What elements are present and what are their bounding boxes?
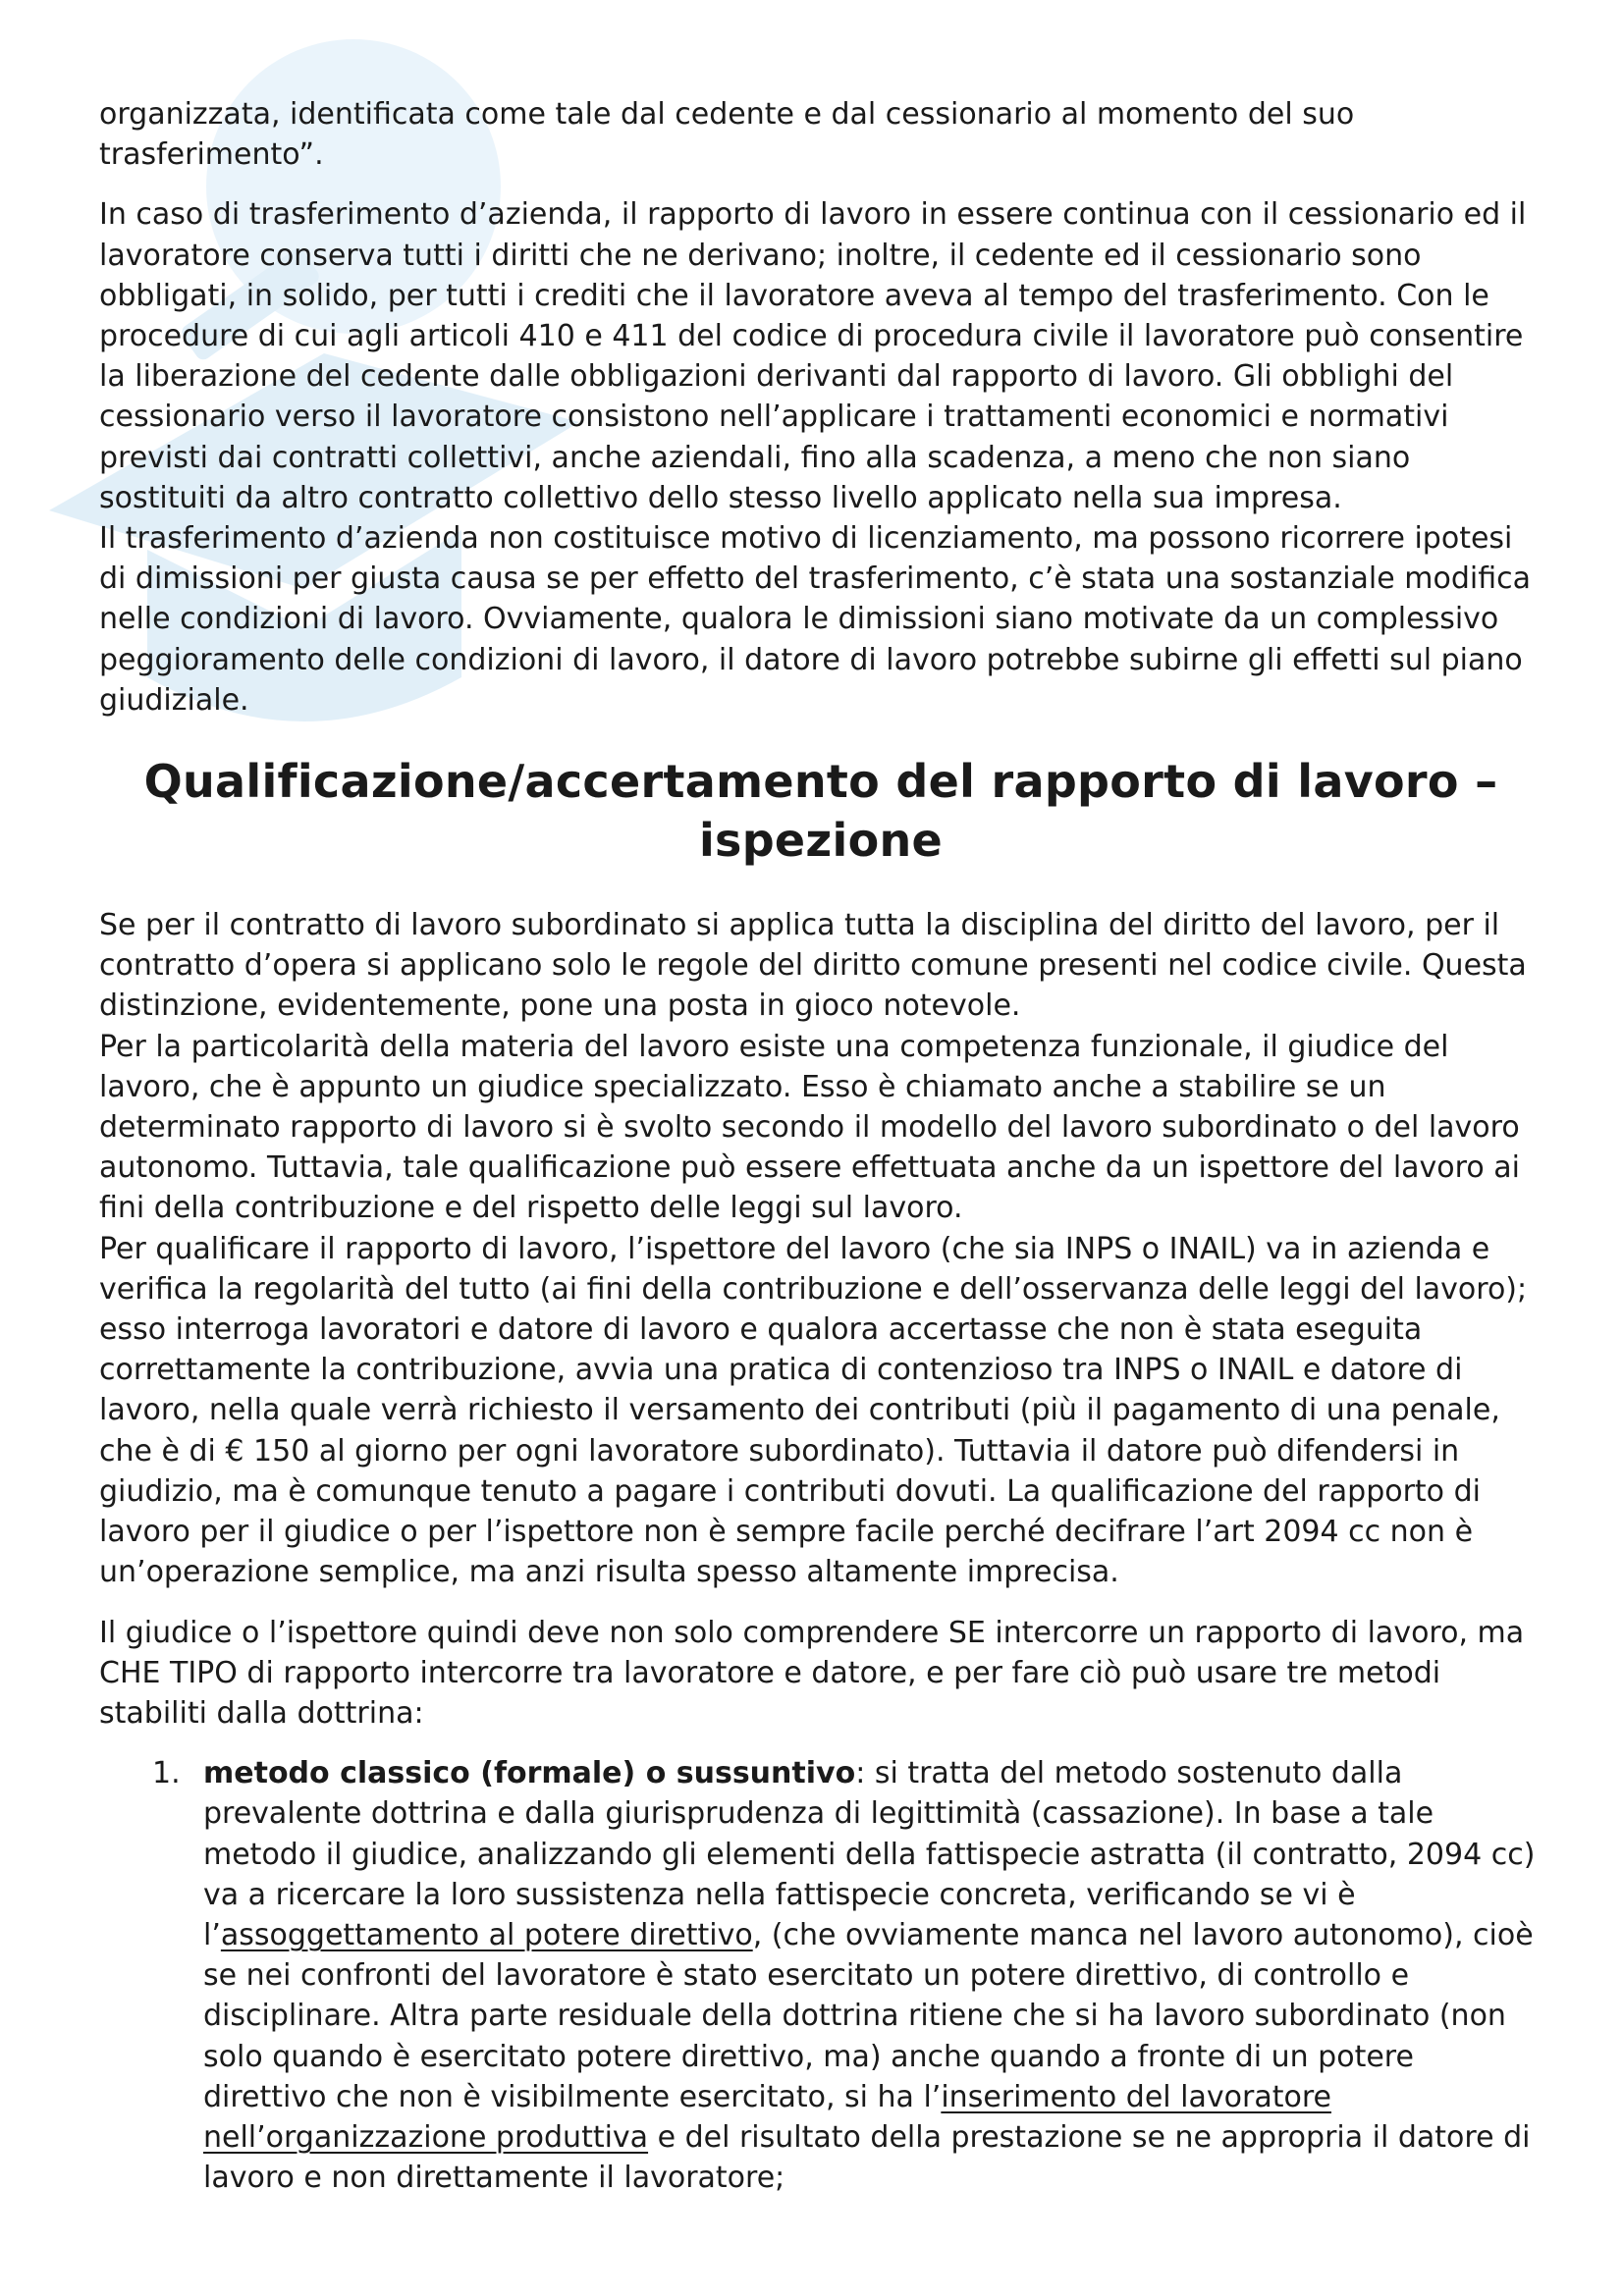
paragraph-section-4: Il giudice o l’ispettore quindi deve non solo comprendere SE intercorre un rapporto di lavoro, ma CHE TIPO di rapporto intercorre tra lavoratore e datore, e per fare ciò può usare tre metodi stabiliti dalla dottrina: [99,1615,1525,1731]
document-page [99,94,1542,2198]
paragraph-intro-2: Il trasferimento d’azienda non costituisce motivo di licenziamento, ma possono ricorrere ipotesi di dimissioni per giusta causa se per effetto del trasferimento, c’è stata una sostanziale modifica nelle condizioni di lavoro. Ovviamente, qualora le dimissioni siano motivate da un complessivo peggioramento delle condizioni di lavoro, il datore di lavoro potrebbe subirne gli effetti sul piano giudiziale. [99,521,1531,718]
underlined-phrase-1: assoggettamento al potere direttivo [220,1917,753,1952]
paragraph-section-3: Per qualificare il rapporto di lavoro, l’ispettore del lavoro (che sia INPS o INAIL) va in azienda e verifica la regolarità del tutto (ai fini della contribuzione e dell’osservanza delle leggi del lavoro); esso interroga lavoratori e datore di lavoro e qualora accertasse che non è stata eseguita correttamente la contribuzione, avvia una pratica di contenzioso tra INPS o INAIL e datore di lavoro, nella quale verrà richiesto il versamento dei contributi (più il pagamento di una penale, che è di € 150 al giorno per ogni lavoratore subordinato). Tuttavia il datore può difendersi in giudizio, ma è comunque tenuto a pagare i contributi dovuti. La qualificazione del rapporto di lavoro per il giudice o per l’ispettore non è sempre facile perché decifrare l’art 2094 cc non è un’operazione semplice, ma anzi risulta spesso altamente imprecisa. [99,1231,1528,1590]
list-item-term: metodo classico (formale) o sussuntivo [203,1756,856,1791]
underlined-phrase-2: inserimento del lavoratore nell’organizzazione produttiva [203,2079,1331,2155]
methods-list [99,1753,1542,2198]
paragraph-section-2: Per la particolarità della materia del lavoro esiste una competenza funzionale, il giudice del lavoro, che è appunto un giudice specializzato. Esso è chiamato anche a stabilire se un determinato rapporto di lavoro si è svolto secondo il modello del lavoro subordinato o del lavoro autonomo. Tuttavia, tale qualificazione può essere effettuata anche da un ispettore del lavoro ai fini della contribuzione e del rispetto delle leggi sul lavoro. [99,1029,1520,1226]
list-item [99,1753,1542,2198]
list-item-text-2: , (che ovviamente manca nel lavoro autonomo), cioè se nei confronti del lavoratore è stato esercitato un potere direttivo, di controllo e disciplinare. Altra parte residuale della dottrina ritiene che si ha lavoro subordinato (non solo quando è esercitato potere direttivo, ma) anche quando a fronte di un potere direttivo che non è visibilmente esercitato, si ha l’ [203,1917,1534,2114]
section-heading: Qualificazione/accertamento del rapporto di lavoro – ispezione [143,755,1498,868]
list-item-text-1: : si tratta del metodo sostenuto dalla prevalente dottrina e dalla giurisprudenza di legittimità (cassazione). In base a tale metodo il giudice, analizzando gli elementi della fattispecie astratta (il contratto, 2094 cc) va a ricercare la loro sussistenza nella fattispecie concreta, verificando se vi è l’ [203,1756,1536,1952]
paragraph-intro-1: In caso di trasferimento d’azienda, il rapporto di lavoro in essere continua con il cessionario ed il lavoratore conserva tutti i diritti che ne derivano; inoltre, il cedente ed il cessionario sono obbligati, in solido, per tutti i crediti che il lavoratore aveva al tempo del trasferimento. Con le procedure di cui agli articoli 410 e 411 del codice di procedura civile il lavoratore può consentire la liberazione del cedente dalle obbligazioni derivanti dal rapporto di lavoro. Gli obblighi del cessionario verso il lavoratore consistono nell’applicare i trattamenti economici e normativi previsti dai contratti collettivi, anche aziendali, fino alla scadenza, a meno che non siano sostituiti da altro contratto collettivo dello stesso livello applicato nella sua impresa. [99,197,1527,515]
list-item-text-3: e del risultato della prestazione se ne appropria il datore di lavoro e non direttamente il lavoratore; [203,2119,1531,2196]
list-item-number: 1. [152,1756,181,1791]
paragraph-intro-0: organizzata, identificata come tale dal cedente e dal cessionario al momento del suo trasferimento”. [99,97,1355,173]
paragraph-section-1: Se per il contratto di lavoro subordinato si applica tutta la disciplina del diritto del lavoro, per il contratto d’opera si applicano solo le regole del diritto comune presenti nel codice civile. Questa distinzione, evidentemente, pone una posta in gioco notevole. [99,908,1527,1024]
